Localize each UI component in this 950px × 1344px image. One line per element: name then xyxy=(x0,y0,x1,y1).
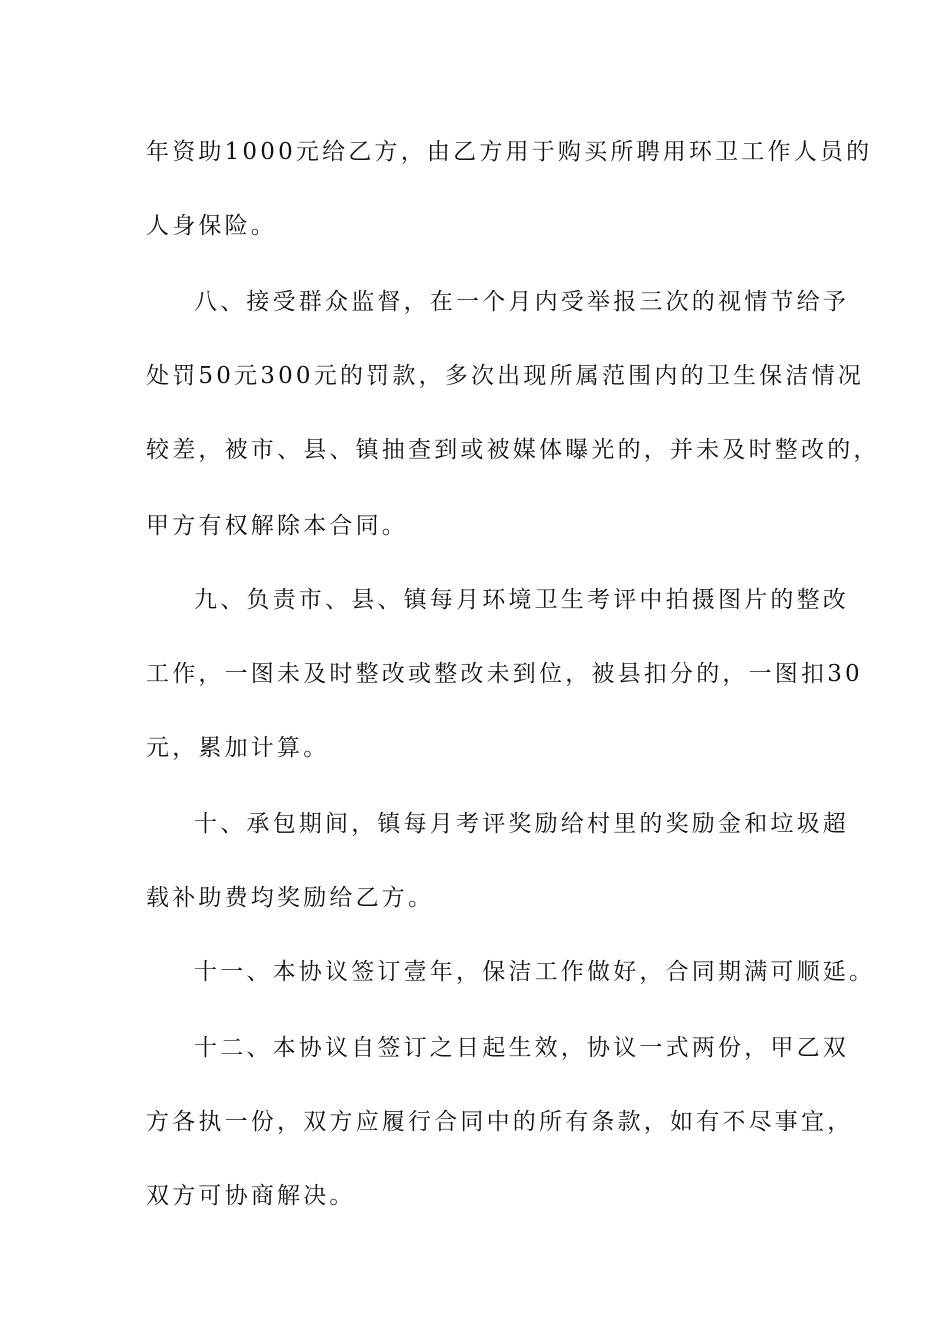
text-line: 元，累加计算。 xyxy=(146,735,330,761)
text-line: 处罚50元300元的罚款，多次出现所属范围内的卫生保洁情况 xyxy=(146,363,864,389)
text-line: 甲方有权解除本合同。 xyxy=(146,513,408,539)
text-line: 十二、本协议自签订之日起生效，协议一式两份，甲乙双 xyxy=(194,1035,849,1061)
text-line: 人身保险。 xyxy=(146,213,277,239)
text-line: 方各执一份，双方应履行合同中的所有条款，如有不尽事宜， xyxy=(146,1109,854,1135)
text-line: 载补助费均奖励给乙方。 xyxy=(146,885,435,911)
text-line: 十、承包期间，镇每月考评奖励给村里的奖励金和垃圾超 xyxy=(194,811,849,837)
text-line: 八、接受群众监督，在一个月内受举报三次的视情节给予 xyxy=(194,289,849,315)
text-line: 双方可协商解决。 xyxy=(146,1183,356,1209)
text-line: 年资助1000元给乙方，由乙方用于购买所聘用环卫工作人员的 xyxy=(146,139,873,165)
text-line: 较差，被市、县、镇抽查到或被媒体曝光的，并未及时整改的， xyxy=(146,437,880,463)
text-line: 工作，一图未及时整改或整改未到位，被县扣分的，一图扣30 xyxy=(146,661,863,687)
text-line: 十一、本协议签订壹年，保洁工作做好，合同期满可顺延。 xyxy=(194,959,876,985)
text-line: 九、负责市、县、镇每月环境卫生考评中拍摄图片的整改 xyxy=(194,587,849,613)
